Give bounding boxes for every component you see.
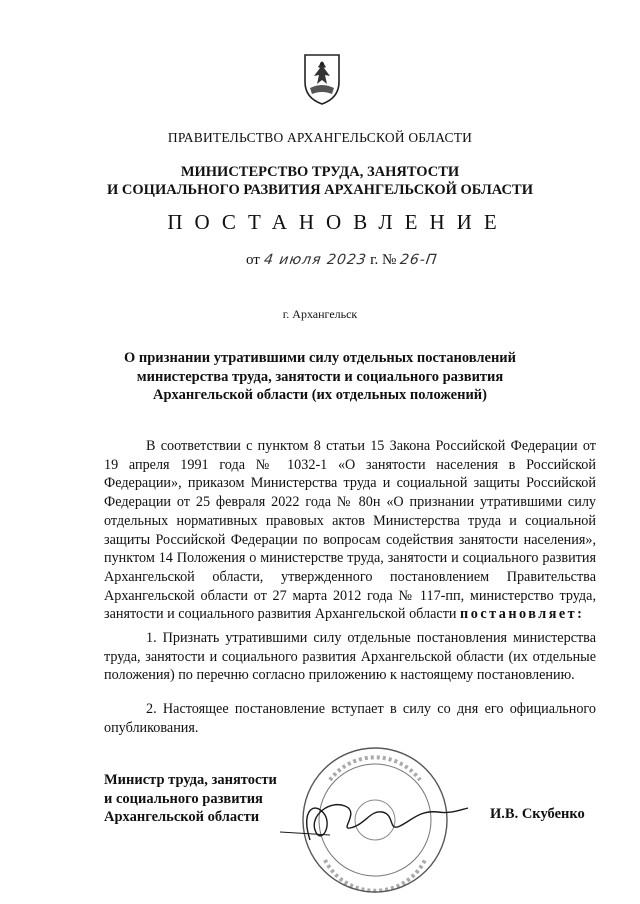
date-prefix: от xyxy=(246,252,260,268)
subject-line-3: Архангельской области (их отдельных положений) xyxy=(153,387,487,403)
clause-2: 2. Настоящее постановление вступает в силу со дня его официального опубликования. xyxy=(104,701,596,736)
signatory-title-line-3: Архангельской области xyxy=(104,809,260,825)
date-year-suffix: г. № xyxy=(370,252,397,268)
official-seal-icon xyxy=(270,740,470,900)
clause-1: 1. Признать утратившими силу отдельные постановления министерства труда, занятости и социального развития Архангельской области (их отдельные положения) по перечню согласно приложению к настоящему постановлению. xyxy=(104,630,596,684)
ministry-name xyxy=(0,163,640,199)
decree-verb-colon: : xyxy=(577,606,585,623)
subject-line-1: О признании утратившими силу отдельных постановлений xyxy=(123,350,517,366)
document-subject xyxy=(0,349,640,405)
government-name: ПРАВИТЕЛЬСТВО АРХАНГЕЛЬСКОЙ ОБЛАСТИ xyxy=(167,130,473,145)
preamble-paragraph xyxy=(104,437,596,624)
signatory-title-line-2: и социального развития xyxy=(104,790,263,807)
preamble-text: В соответствии с пунктом 8 статьи 15 Закона Российской Федерации от 19 апреля 1991 года № 1032-1 «О занятости населения в Российской Федерации», приказом Министерства труда и социальной защиты Российской Федерации от 25 февраля 2022 года № 80н «О признании утратившими силу отдельных нормативных правовых актов Министерства труда и социальной защиты Российской Федерации по вопросам содействия занятости населения», пунктом 14 Положения о министерстве труда, занятости и социального развития Архангельской области, утвержденного постановлением Правительства Архангельской области от 27 марта 2012 года № 117-пп, министерство труда, занятости и социального развития Архангельской области xyxy=(104,438,596,623)
coat-of-arms-icon xyxy=(302,52,342,106)
document-type: ПОСТАНОВЛЕНИЕ xyxy=(167,210,509,234)
dateline xyxy=(246,252,438,269)
subject-line-2: министерства труда, занятости и социального развития xyxy=(136,368,504,385)
handwritten-date: 4 июля 2023 xyxy=(262,252,368,268)
signatory-title xyxy=(104,771,277,827)
signatory-title-line-1: Министр труда, занятости xyxy=(104,772,277,788)
handwritten-number: 26-П xyxy=(398,252,439,268)
ministry-line-1: МИНИСТЕРСТВО ТРУДА, ЗАНЯТОСТИ xyxy=(180,164,460,180)
city: г. Архангельск xyxy=(282,307,358,321)
signatory-name: И.В. Скубенко xyxy=(490,806,585,822)
ministry-line-2: И СОЦИАЛЬНОГО РАЗВИТИЯ АРХАНГЕЛЬСКОЙ ОБЛАСТИ xyxy=(107,182,533,198)
decree-verb: постановляет xyxy=(460,606,578,623)
